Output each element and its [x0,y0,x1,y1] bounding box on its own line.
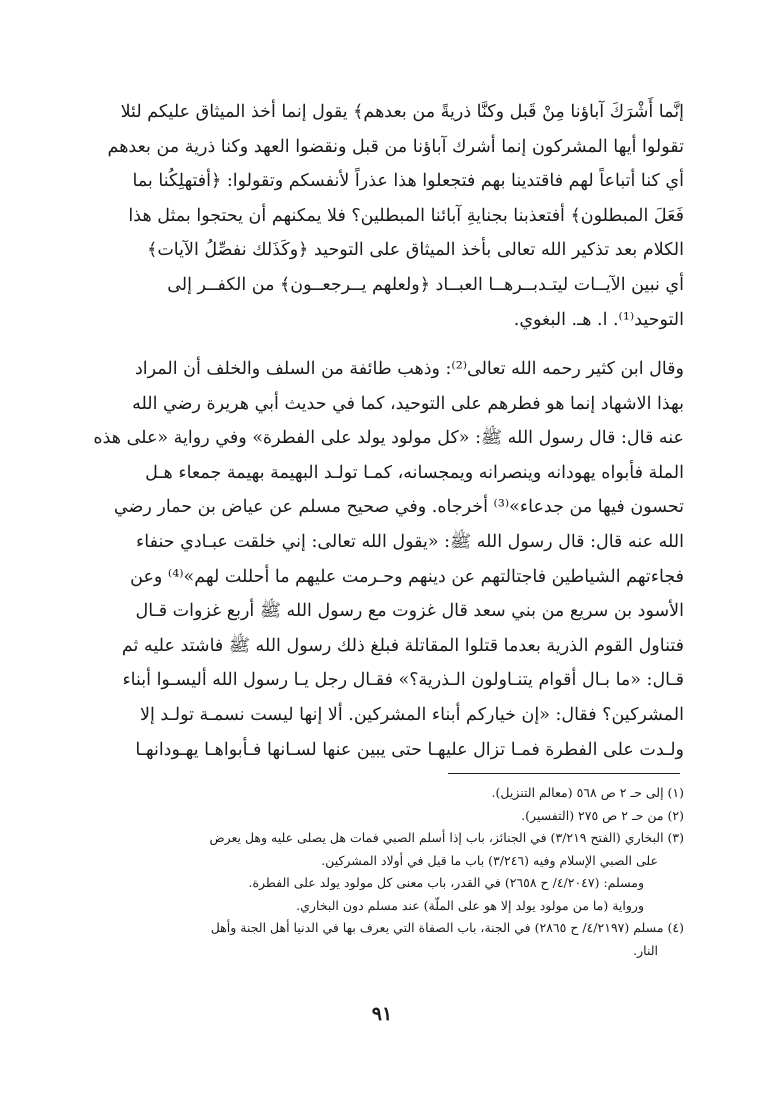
footnote-separator [448,773,680,774]
text-line: فَعَلَ المبطلون﴾ أفتعذبنا بجنايةِ آبائنا المبطلين؟ فلا يمكنهم أن يحتجوا بمثل هذا [128,205,684,226]
text-line: الملة فأبواه يهودانه وينصرانه ويمجسانه، كمـا تولـد البهيمة بهيمة جمعاء هـل [145,462,684,483]
text-line: التوحيد⁽¹⁾. ا. هـ. البغوي. [513,309,684,330]
text-line: وقال ابن كثير رحمه الله تعالى⁽²⁾: وذهب طائفة من السلف والخلف أن المراد [134,359,684,379]
text-line: أي كنا أتباعاً لهم فاقتدينا بهم فتجعلوا هذا عذراً لأنفسكم وتقولوا: ﴿أفتهلِكُنا بما [132,171,684,192]
text-line: بهذا الاشهاد إنما هو فطرهم على التوحيد، كما في حديث أبي هريرة رضي الله [132,393,684,414]
footnote-3-continuation: على الصبي الإسلام وفيه (٣/٢٤٦) باب ما قيل في أولاد المشركين. [321,852,658,868]
text-line: فجاءتهم الشياطين فاجتالتهم عن دينهم وحـرمت عليهم ما أحللت لهم»⁽⁴⁾ وعن [130,566,684,587]
text-line: عنه قال: قال رسول الله ﷺ: «كل مولود يولد على الفطرة» وفي رواية «على هذه [93,428,684,449]
text-line: الكلام بعد تذكير الله تعالى بأخذ الميثاق على التوحيد ﴿وكَذَلك نفصِّلُ الآيات﴾ [147,240,684,261]
paragraph-ibn-kathir [90,352,684,767]
footnote-4: (٤) مسلم (٤/٢١٩٧/ ح ٢٨٦٥) في الجنة، باب الصفاة التي يعرف بها في الدنيا أهل الجنة وأهل [210,920,684,935]
page-number: ٩١ [371,1003,393,1025]
text-line: الله عنه قال: قال رسول الله ﷺ: «يقول الله تعالى: إني خلقت عبـادي حنفاء [136,531,684,552]
paragraph-baghawi-quote [90,95,684,337]
footnote-3-riwaya: ورواية (ما من مولود يولد إلا هو على الملّة) عند مسلم دون البخاري. [296,897,644,913]
footnote-1: (١) إلى حـ ٢ ص ٥٦٨ (معالم التنزيل). [491,785,684,800]
footnote-4-continuation: النار. [633,942,658,958]
text-line: الأسود بن سريع من بني سعد قال غزوت مع رسول الله ﷺ أربع غزوات قـال [135,601,684,622]
text-line: تقولوا أيها المشركون إنما أشرك آباؤنا من قبل ونقضوا العهد وكنا ذرية من بعدهم [107,136,684,157]
text-line: ولـدت على الفطرة فمـا تزال عليهـا حتى يبين عنها لسـانها فـأبواهـا يهـودانهـا [135,739,684,760]
text-line: إنَّما أَشْرَكَ آباؤنا مِنْ قَبل وكنَّا ذريةً من بعدهم﴾ يقول إنما أخذ الميثاق عليكم لئلا [120,102,684,122]
footnote-2: (٢) من حـ ٢ ص ٢٧٥ (التفسير). [521,807,684,823]
text-line: أي نبين الآيــات ليتـدبــرهــا العبــاد ﴿ولعلهم يــرجعــون﴾ من الكفــر إلى [167,274,684,295]
footnote-3-muslim: ومسلم: (٤/٢٠٤٧/ ح ٢٦٥٨) في القدر، باب معنى كل مولود يولد على الفطرة. [248,875,644,890]
text-line: تحسون فيها من جدعاء»⁽³⁾ أخرجاه. وفي صحيح مسلم عن عياض بن حمار رضي [113,497,684,518]
footnote-3: (٣) البخاري (الفتح ٣/٢١٩) في الجنائز، باب إذا أسلم الصبي فمات هل يصلى عليه وهل يعرض [209,830,684,845]
text-line: فتناول القوم الذرية بعدما قتلوا المقاتلة فبلغ ذلك رسول الله ﷺ فاشتد عليه ثم [121,635,684,656]
text-line: قـال: «ما بـال أقوام يتنـاولون الـذرية؟» فقـال رجل يـا رسول الله أليسـوا أبناء [122,670,684,691]
text-line: المشركين؟ فقال: «إن خياركم أبناء المشركين. ألا إنها ليست نسمـة تولـد إلا [140,704,684,725]
footnotes [90,782,684,962]
